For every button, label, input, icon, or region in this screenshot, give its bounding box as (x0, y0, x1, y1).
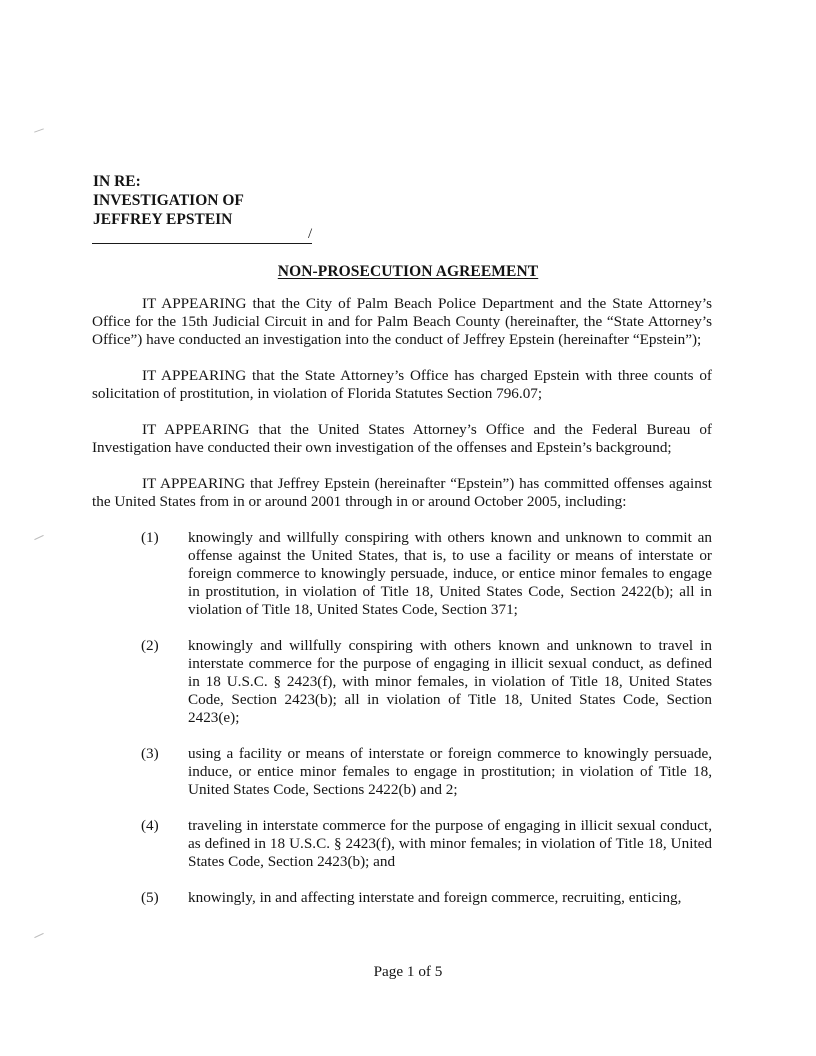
offense-number: (3) (141, 745, 159, 762)
recital-paragraph: IT APPEARING that the United States Attorney’s Office and the Federal Bureau of Investigation have conducted their own investigation of the offenses and Epstein’s background; (92, 421, 712, 456)
caption-line: JEFFREY EPSTEIN (93, 211, 233, 228)
offense-number: (2) (141, 637, 159, 654)
scan-mark (34, 130, 44, 132)
caption-slash: / (308, 226, 313, 242)
document-body (92, 295, 712, 907)
recital-paragraph: IT APPEARING that Jeffrey Epstein (hereinafter “Epstein”) has committed offenses against the United States from in or around 2001 through in or around October 2005, including: (92, 475, 712, 510)
document-title: NON-PROSECUTION AGREEMENT (277, 263, 539, 280)
caption-line: IN RE: (93, 173, 141, 190)
offense-text: traveling in interstate commerce for the purpose of engaging in illicit sexual conduct, as defined in 18 U.S.C. § 2423(f), with minor females; in violation of Title 18, United States Code, Section 2423(b); and (188, 817, 712, 870)
offense-number: (5) (141, 889, 159, 906)
offense-text: using a facility or means of interstate or foreign commerce to knowingly persuade, induce, or entice minor females to engage in prostitution; in violation of Title 18, United States Code, Sections 2422(b) and 2; (188, 745, 712, 798)
recital-paragraph: IT APPEARING that the City of Palm Beach Police Department and the State Attorney’s Office for the 15th Judicial Circuit in and for Palm Beach County (hereinafter, the “State Attorney’s Office”) have conducted an investigation into the conduct of Jeffrey Epstein (hereinafter “Epstein”); (92, 295, 712, 348)
offense-text: knowingly and willfully conspiring with others known and unknown to travel in interstate commerce for the purpose of engaging in illicit sexual conduct, as defined in 18 U.S.C. § 2423(f), with minor females, in violation of Title 18, United States Code, Section 2423(b); all in violation of Title 18, United States Code, Section 2423(e); (188, 637, 712, 726)
scan-mark (34, 935, 44, 937)
offense-item (92, 637, 712, 727)
offense-item (92, 745, 712, 799)
scan-mark (34, 537, 44, 539)
caption-rule (92, 243, 312, 244)
caption-line: INVESTIGATION OF (93, 192, 244, 209)
page-number: Page 1 of 5 (373, 963, 443, 980)
offense-text: knowingly, in and affecting interstate and foreign commerce, recruiting, enticing, (188, 889, 682, 906)
offense-text: knowingly and willfully conspiring with others known and unknown to commit an offense against the United States, that is, to use a facility or means of interstate or foreign commerce to knowingly persuade, induce, or entice minor females to engage in prostitution, in violation of Title 18, United States Code, Section 2422(b); all in violation of Title 18, United States Code, Section 371; (188, 529, 712, 618)
offense-item (92, 889, 712, 907)
offense-item (92, 817, 712, 871)
offense-number: (4) (141, 817, 159, 834)
offense-item (92, 529, 712, 619)
recital-paragraph: IT APPEARING that the State Attorney’s Office has charged Epstein with three counts of solicitation of prostitution, in violation of Florida Statutes Section 796.07; (92, 367, 712, 402)
case-caption (93, 172, 244, 229)
offense-number: (1) (141, 529, 159, 546)
